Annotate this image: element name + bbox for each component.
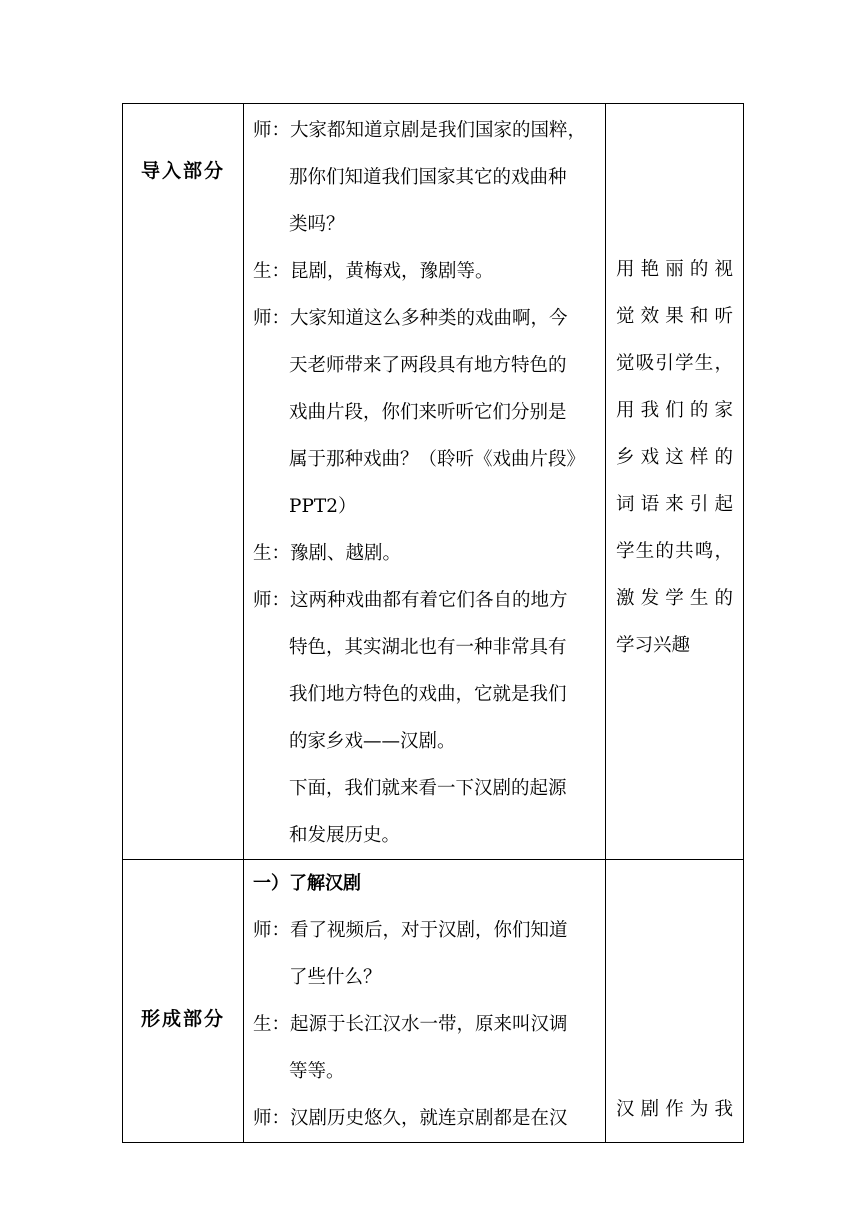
dialogue-text: 特色，其实湖北也有一种非常具有 [289,637,567,658]
note-text: 词语来引起 [616,494,733,515]
dialogue-text: 我们地方特色的戏曲，它就是我们 [289,684,567,705]
dialogue-text: PPT2） [289,496,357,517]
speaker-label: 师： [253,590,291,611]
dialogue-cell [244,860,606,1143]
speaker-label: 师： [253,920,291,941]
dialogue-text: 大家知道这么多种类的戏曲啊，今 [290,308,568,329]
dialogue-text: 下面，我们就来看一下汉剧的起源 [289,778,567,799]
dialogue-text: 戏曲片段，你们来听听它们分别是 [289,402,567,423]
stage-cell [123,860,244,1143]
dialogue-text: 那你们知道我们国家其它的戏曲种 [289,167,567,188]
speaker-label: 生： [253,1014,291,1035]
table-row [123,104,744,860]
dialogue-text: 属于那种戏曲？（聆听《戏曲片段》 [289,449,586,470]
note-text: 觉吸引学生， [616,353,733,374]
speaker-label: 师： [253,308,291,329]
dialogue-text: 和发展历史。 [289,825,401,846]
dialogue-text: 等等。 [289,1061,345,1082]
section-heading: 一）了解汉剧 [253,873,361,894]
dialogue-text: 了些什么？ [289,967,382,988]
design-intent-cell [606,860,744,1143]
speaker-label: 生： [253,543,291,564]
dialogue-text: 看了视频后，对于汉剧，你们知道 [290,920,568,941]
speaker-label: 师： [253,120,291,141]
note-text: 用艳丽的视 [616,259,733,280]
note-text: 学生的共鸣， [616,541,733,562]
note-text: 觉效果和听 [616,306,733,327]
dialogue-text: 类吗？ [289,214,345,235]
speaker-label: 生： [253,261,291,282]
dialogue-text: 大家都知道京剧是我们国家的国粹， [290,120,587,141]
dialogue-text: 昆剧，黄梅戏，豫剧等。 [290,261,494,282]
dialogue-text: 天老师带来了两段具有地方特色的 [289,355,567,376]
table-row [123,860,744,1143]
stage-label: 形成部分 [140,1008,225,1030]
lesson-plan-table [122,103,744,1143]
dialogue-text: 起源于长江汉水一带，原来叫汉调 [290,1014,568,1035]
dialogue-text: 这两种戏曲都有着它们各自的地方 [290,590,568,611]
note-text: 用我们的家 [616,400,733,421]
stage-cell [123,104,244,860]
note-text: 乡戏这样的 [616,447,733,468]
note-text: 激发学生的 [616,588,733,609]
note-text: 汉剧作为我 [616,1099,733,1120]
speaker-label: 师： [253,1108,291,1129]
dialogue-text: 汉剧历史悠久，就连京剧都是在汉 [290,1108,568,1129]
design-intent-cell [606,104,744,860]
dialogue-text: 的家乡戏——汉剧。 [289,731,456,752]
dialogue-text: 豫剧、越剧。 [290,543,402,564]
dialogue-cell [244,104,606,860]
stage-label: 导入部分 [140,160,225,182]
note-text: 学习兴趣 [616,635,691,656]
